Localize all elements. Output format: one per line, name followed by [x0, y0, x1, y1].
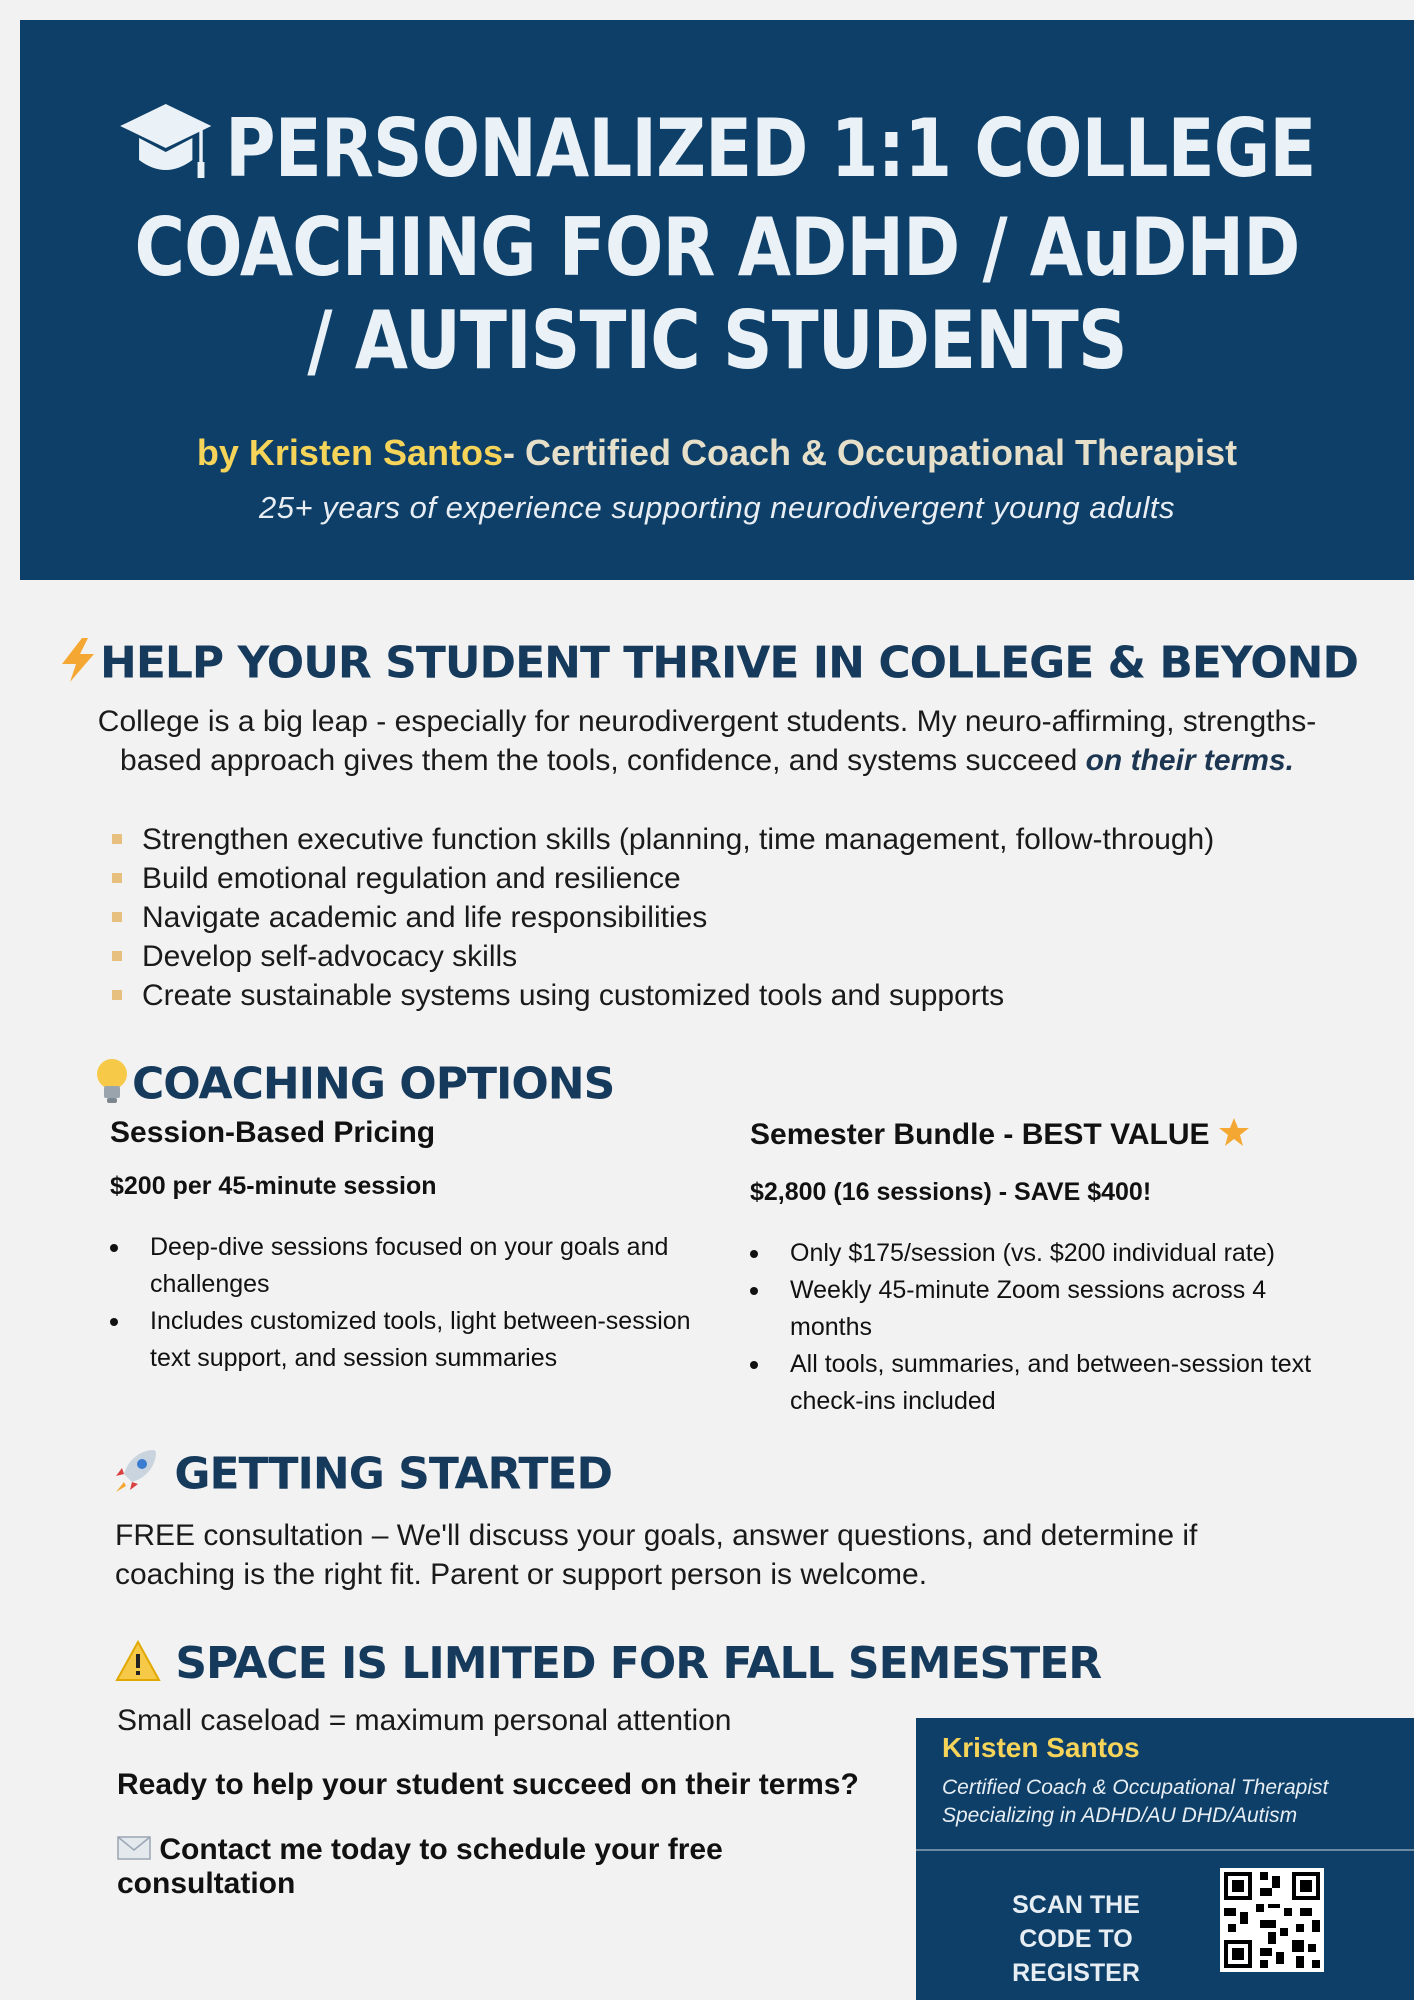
bullet-square-icon	[112, 990, 122, 1000]
byline-credentials: - Certified Coach & Occupational Therapist	[502, 432, 1238, 473]
session-pricing-column	[110, 1116, 710, 1377]
contact-text	[117, 1834, 817, 1900]
tagline: 25+ years of experience supporting neurodivergent young adults	[259, 490, 1175, 525]
options-heading	[92, 1056, 614, 1117]
rocket-icon	[110, 1446, 160, 1507]
byline	[20, 432, 1414, 474]
graduation-cap-icon	[119, 100, 214, 201]
bundle-heading-text: Semester Bundle - BEST VALUE	[750, 1117, 1210, 1151]
feature-text: All tools, summaries, and between-session text check-ins included	[790, 1350, 1312, 1415]
list-item	[112, 820, 1214, 859]
contact-card	[916, 1718, 1414, 2000]
card-credentials	[942, 1774, 1328, 1830]
list-item	[112, 898, 1214, 937]
feature-text: Only $175/session (vs. $200 individual rate)	[790, 1239, 1275, 1267]
list-item	[112, 937, 1214, 976]
feature-text: Weekly 45-minute Zoom sessions across 4 months	[790, 1276, 1267, 1341]
card-name: Kristen Santos	[942, 1732, 1140, 1763]
ready-text: Ready to help your student succeed on their terms?	[117, 1768, 859, 1801]
intro-emphasis: on their terms.	[1085, 744, 1294, 777]
bullet-dot-icon	[750, 1287, 758, 1295]
bundle-features	[750, 1235, 1350, 1420]
page-title	[118, 100, 1317, 387]
benefit-text: Build emotional regulation and resilience	[142, 862, 681, 895]
getting-started-title: GETTING STARTED	[174, 1448, 613, 1500]
bullet-square-icon	[112, 873, 122, 883]
card-credential-line: Certified Coach & Occupational Therapist	[942, 1776, 1329, 1799]
bullet-dot-icon	[750, 1250, 758, 1258]
list-item	[750, 1235, 1350, 1272]
thrive-title: HELP YOUR STUDENT THRIVE IN COLLEGE & BEYOND	[100, 637, 1358, 689]
card-specialty-line: Specializing in ADHD/AU DHD/Autism	[942, 1804, 1298, 1827]
byline-prefix: by	[196, 432, 249, 473]
session-heading: Session-Based Pricing	[110, 1116, 436, 1149]
bullet-dot-icon	[110, 1244, 118, 1252]
bundle-price: $2,800 (16 sessions) - SAVE $400!	[750, 1178, 1152, 1206]
benefit-text: Strengthen executive function skills (planning, time management, follow-through)	[142, 823, 1215, 856]
list-item	[110, 1303, 710, 1377]
bullet-square-icon	[112, 951, 122, 961]
card-divider	[916, 1849, 1414, 1851]
header-banner	[20, 20, 1414, 580]
bundle-heading	[750, 1116, 1350, 1156]
scan-instruction: SCAN THE CODE TO REGISTER	[1012, 1891, 1140, 1987]
byline-name: Kristen Santos	[248, 432, 503, 473]
feature-text: Includes customized tools, light between-session text support, and session summaries	[150, 1307, 691, 1372]
list-item	[112, 859, 1214, 898]
lightning-icon	[56, 636, 100, 695]
warning-icon	[115, 1640, 161, 1693]
qr-code-icon[interactable]	[1220, 1868, 1324, 1972]
list-item	[112, 976, 1214, 1015]
bullet-dot-icon	[110, 1318, 118, 1326]
getting-started-heading	[110, 1446, 612, 1507]
benefits-list	[112, 820, 1214, 1015]
benefit-text: Navigate academic and life responsibilities	[142, 901, 708, 934]
benefit-text: Create sustainable systems using customized tools and supports	[142, 979, 1005, 1012]
contact-message: Contact me today to schedule your free consultation	[117, 1833, 723, 1900]
getting-started-text: FREE consultation – We'll discuss your goals, answer questions, and determine if coaching is the right fit. Parent or support person is welcome.	[115, 1519, 1198, 1591]
star-icon	[1218, 1116, 1250, 1156]
benefit-text: Develop self-advocacy skills	[142, 940, 518, 973]
list-item	[750, 1272, 1350, 1346]
options-title: COACHING OPTIONS	[132, 1058, 615, 1110]
intro-paragraph	[60, 702, 1354, 780]
lightbulb-icon	[92, 1056, 132, 1117]
limited-heading	[115, 1638, 1101, 1693]
bullet-dot-icon	[750, 1361, 758, 1369]
bullet-square-icon	[112, 834, 122, 844]
caseload-text: Small caseload = maximum personal attention	[117, 1704, 732, 1737]
intro-text: College is a big leap - especially for neurodivergent students. My neuro-affirming, strengths-based approach gives them the tools, confidence, and systems succeed	[97, 705, 1317, 777]
envelope-icon	[117, 1835, 151, 1868]
semester-bundle-column	[750, 1116, 1350, 1420]
list-item	[110, 1229, 710, 1303]
feature-text: Deep-dive sessions focused on your goals and challenges	[150, 1233, 669, 1298]
session-price: $200 per 45-minute session	[110, 1172, 437, 1200]
list-item	[750, 1346, 1350, 1420]
limited-title: SPACE IS LIMITED FOR FALL SEMESTER	[175, 1638, 1102, 1689]
title-text: PERSONALIZED 1:1 COLLEGE COACHING FOR ADHD / AuDHD / AUTISTIC STUDENTS	[134, 102, 1316, 387]
session-features	[110, 1229, 710, 1377]
bullet-square-icon	[112, 912, 122, 922]
thrive-heading	[0, 636, 1414, 695]
